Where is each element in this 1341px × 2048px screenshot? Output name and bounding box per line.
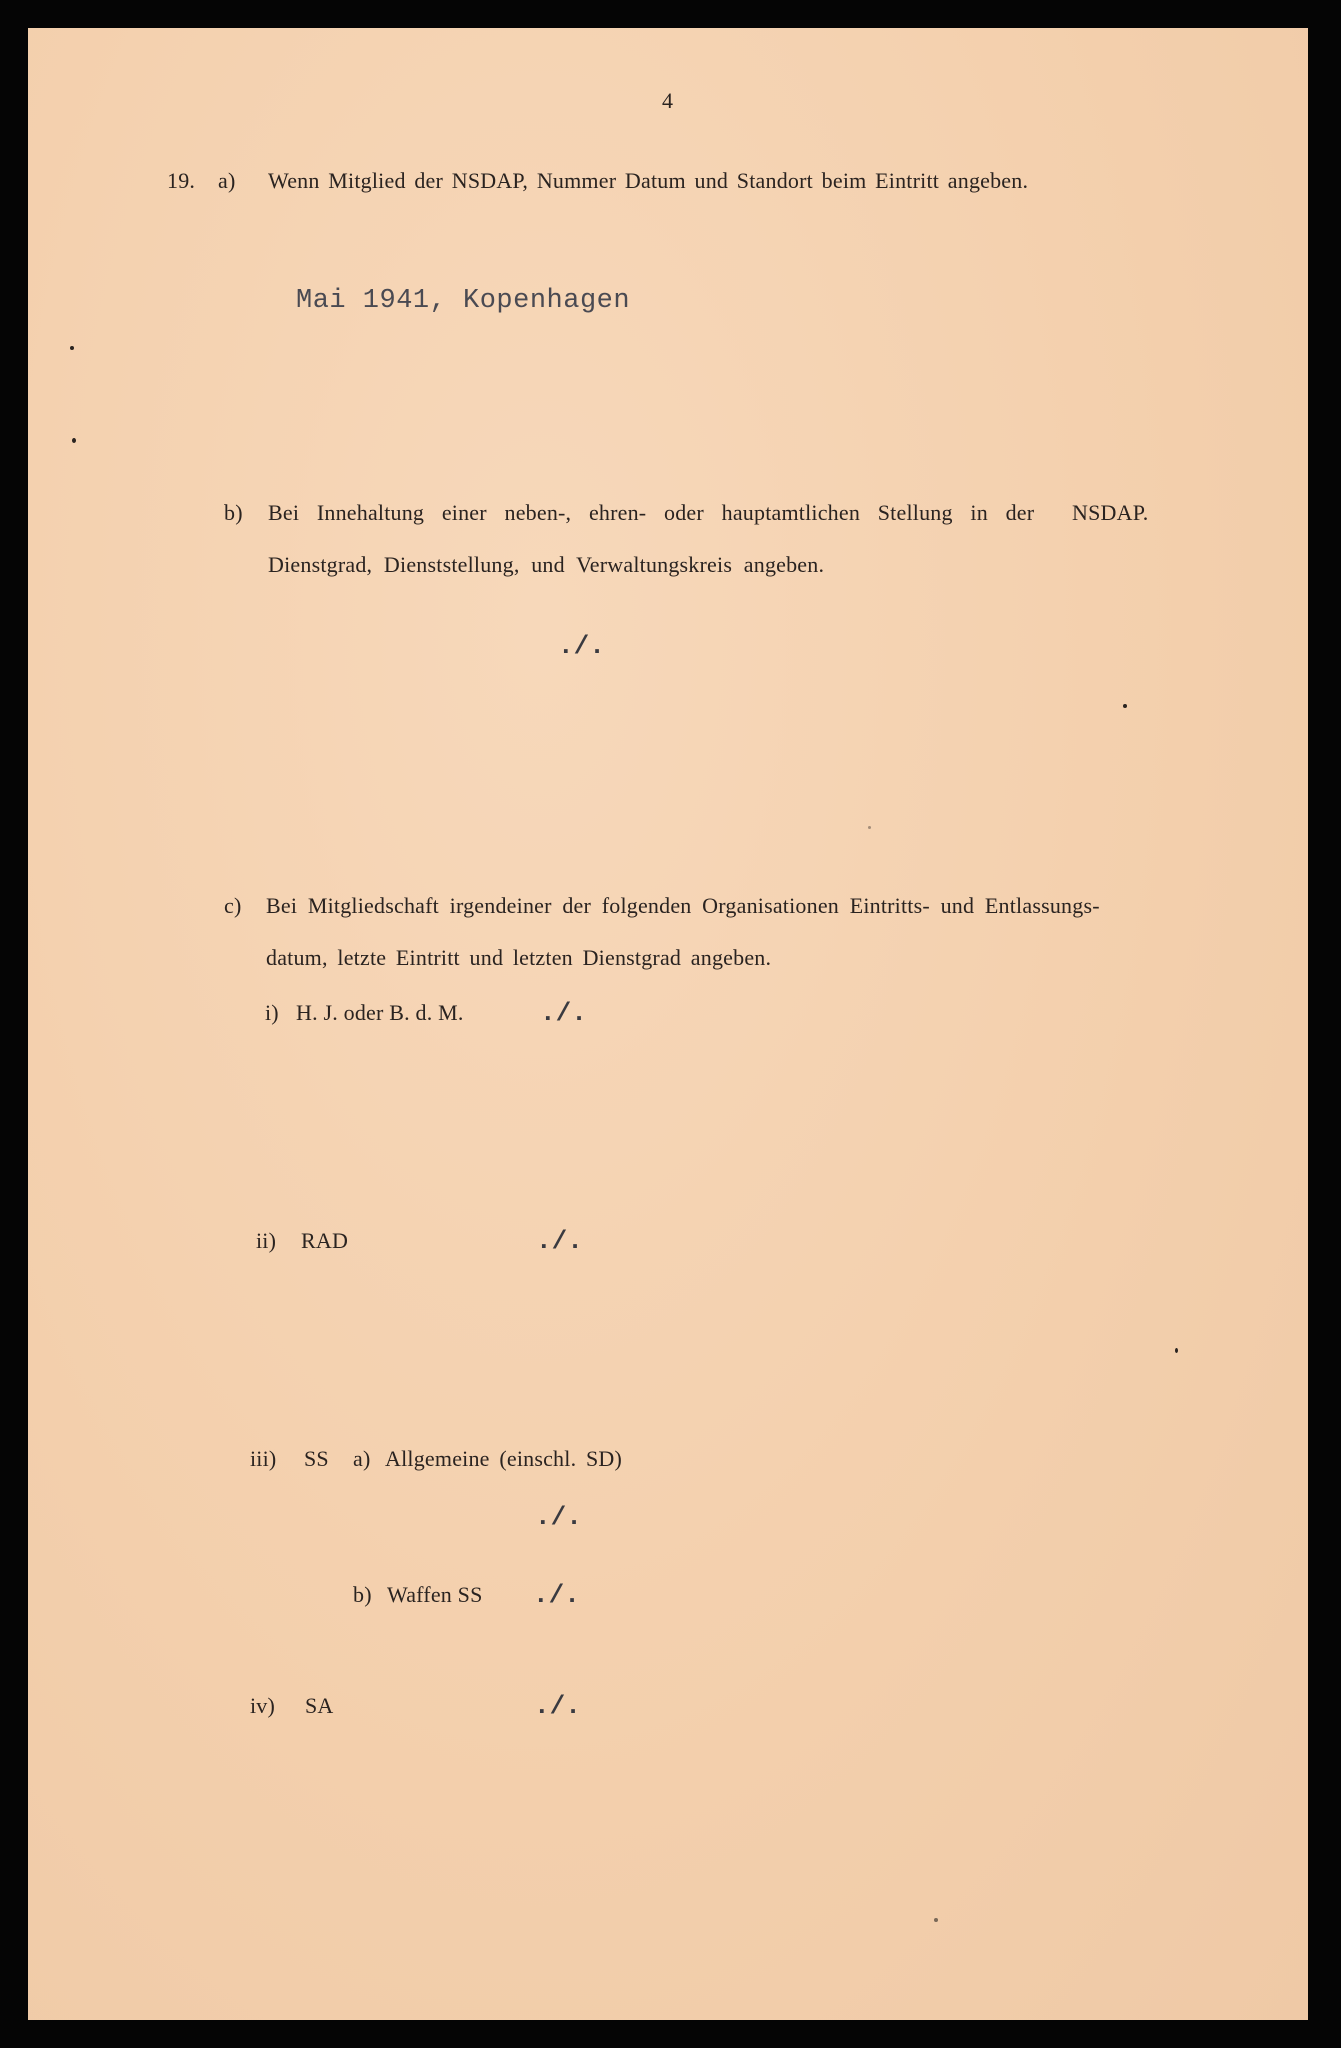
- item-a-text: Wenn Mitglied der NSDAP, Nummer Datum und Standort beim Eintritt angeben.: [268, 168, 1029, 193]
- org-ii-name: RAD: [301, 1228, 349, 1253]
- paper-speck: [934, 1918, 938, 1922]
- org-i-label: i): [265, 1000, 279, 1025]
- paper-speck: [1175, 1348, 1178, 1353]
- org-ii-label: ii): [256, 1228, 277, 1253]
- item-c-line2: datum, letzte Eintritt und letzten Dienstgrad angeben.: [266, 945, 772, 970]
- org-iii-sub-a-name: Allgemeine (einschl. SD): [385, 1446, 623, 1471]
- item-c-line1: Bei Mitgliedschaft irgendeiner der folgenden Organisationen Eintritts- und Entlassungs-: [266, 893, 1100, 918]
- org-ii-answer: ./.: [536, 1226, 583, 1256]
- item-b-answer: ./.: [558, 631, 605, 661]
- org-iv-answer: ./.: [534, 1691, 581, 1721]
- org-iii-sub-b-answer: ./.: [533, 1580, 580, 1610]
- paper-speck: [72, 438, 76, 443]
- org-iii-sub-b-name: Waffen SS: [387, 1582, 483, 1607]
- item-b-line1-end: NSDAP.: [1072, 500, 1149, 525]
- org-i-name: H. J. oder B. d. M.: [296, 1000, 464, 1025]
- org-iii-sub-a-label: a): [353, 1446, 371, 1471]
- paper-speck: [1123, 704, 1127, 708]
- org-i-answer: ./.: [540, 998, 587, 1028]
- item-b-label: b): [224, 500, 243, 525]
- org-iii-sub-a-answer: ./.: [535, 1502, 582, 1532]
- org-iii-label: iii): [250, 1446, 277, 1471]
- item-c-label: c): [224, 893, 242, 918]
- paper-speck: [868, 826, 871, 829]
- item-a-label: a): [218, 168, 236, 193]
- page-number: 4: [662, 88, 674, 113]
- org-iii-name: SS: [304, 1446, 329, 1471]
- org-iv-label: iv): [250, 1693, 276, 1718]
- question-number: 19.: [167, 168, 196, 193]
- item-b-line2: Dienstgrad, Dienststellung, und Verwaltungskreis angeben.: [268, 552, 825, 577]
- document-page: [28, 28, 1308, 2020]
- paper-speck: [70, 346, 74, 350]
- item-a-answer: Mai 1941, Kopenhagen: [296, 286, 631, 316]
- org-iv-name: SA: [305, 1693, 334, 1718]
- org-iii-sub-b-label: b): [353, 1582, 372, 1607]
- item-b-line1: Bei Innehaltung einer neben-, ehren- oder hauptamtlichen Stellung in der: [268, 500, 1035, 525]
